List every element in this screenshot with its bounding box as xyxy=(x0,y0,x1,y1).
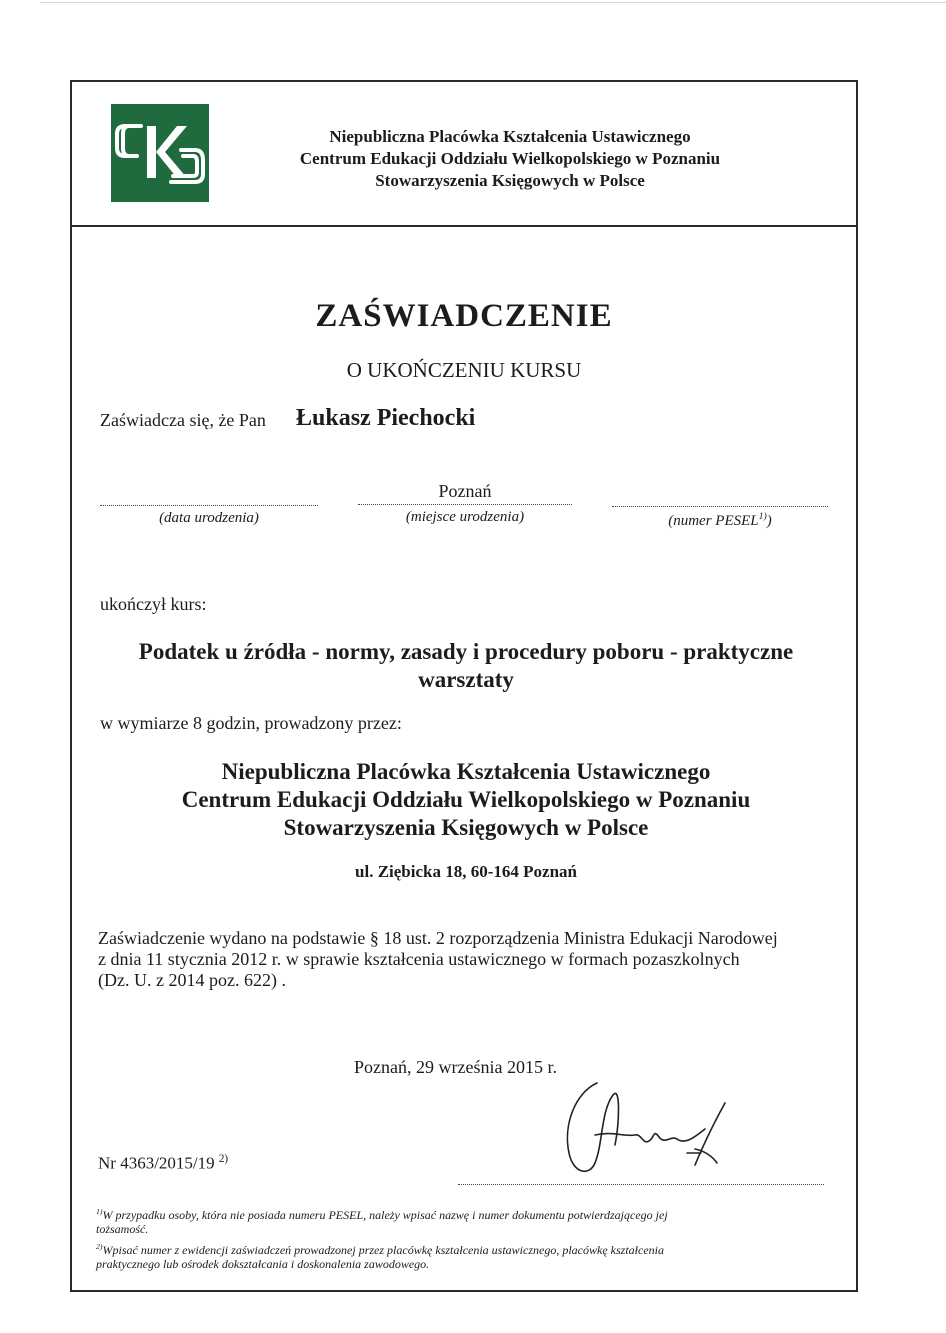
person-name: Łukasz Piechocki xyxy=(296,405,476,431)
header-line-1: Niepubliczna Placówka Kształcenia Ustawicznego xyxy=(329,127,691,146)
pesel-line xyxy=(612,506,828,507)
certify-intro: Zaświadcza się, że Pan xyxy=(100,410,266,430)
footnote-1-cont: tożsamość. xyxy=(96,1222,149,1236)
provider-address: ul. Ziębicka 18, 60-164 Poznań xyxy=(355,862,577,881)
birth-place-caption: (miejsce urodzenia) xyxy=(405,509,525,525)
basis-line-3: (Dz. U. z 2014 poz. 622) . xyxy=(98,970,286,990)
course-line-2: warsztaty xyxy=(418,667,514,692)
institution-header xyxy=(240,126,780,192)
certificate-subtitle: O UKOŃCZENIU KURSU xyxy=(346,358,582,382)
course-line-1: Podatek u źródła - normy, zasady i procedury poboru - praktyczne xyxy=(138,639,794,664)
provider-line-2: Centrum Edukacji Oddziału Wielkopolskiego w Poznaniu xyxy=(181,787,751,812)
birth-date-line xyxy=(100,505,318,506)
course-name xyxy=(90,638,842,694)
footnote-1: $^{1)}$W przypadku osoby, która nie posiada numeru PESEL, należy wpisać nazwę i numer dokumentu potwierdzającego jej xyxy=(96,1207,668,1222)
footnote-2-cont: praktycznego lub ośrodek dokształcania i doskonalenia zawodowego. xyxy=(96,1257,430,1271)
footnote-2: $^{2)}$Wpisać numer z ewidencji zaświadczeń prowadzonej przez placówkę kształcenia ustawicznego, placówkę kształcenia xyxy=(96,1242,664,1257)
signature-icon xyxy=(555,1065,755,1200)
footnotes xyxy=(96,1205,796,1271)
header-line-2: Centrum Edukacji Oddziału Wielkopolskiego w Poznaniu xyxy=(299,149,721,168)
certificate-title: ZAŚWIADCZENIE xyxy=(315,298,613,334)
page-edge-line xyxy=(40,2,946,3)
header-divider xyxy=(70,225,858,227)
basis-line-2: z dnia 11 stycznia 2012 r. w sprawie kształcenia ustawicznego w formach pozaszkolnych xyxy=(98,949,740,969)
sk-logo-icon xyxy=(111,104,209,202)
provider-line-1: Niepubliczna Placówka Kształcenia Ustawicznego xyxy=(221,759,711,784)
duration-text: w wymiarze 8 godzin, prowadzony przez: xyxy=(100,713,402,733)
certificate-number: Nr 4363/2015/19 $^{2)}$ xyxy=(98,1153,229,1173)
completed-label: ukończył kurs: xyxy=(100,594,207,614)
birth-place-line xyxy=(358,504,572,505)
birth-date-caption: (data urodzenia) xyxy=(159,510,259,526)
basis-line-1: Zaświadczenie wydano na podstawie § 18 ust. 2 rozporządzenia Ministra Edukacji Narodowej xyxy=(98,928,778,948)
legal-basis xyxy=(98,928,828,991)
provider-name xyxy=(90,758,842,842)
place-date: Poznań, 29 września 2015 r. xyxy=(354,1057,557,1077)
birth-place-value: Poznań xyxy=(438,481,492,501)
provider-line-3: Stowarzyszenia Księgowych w Polsce xyxy=(283,815,649,840)
pesel-caption: (numer PESEL$^{1)}$) xyxy=(668,511,772,529)
signature-line xyxy=(458,1184,824,1185)
header-line-3: Stowarzyszenia Księgowych w Polsce xyxy=(375,171,645,190)
